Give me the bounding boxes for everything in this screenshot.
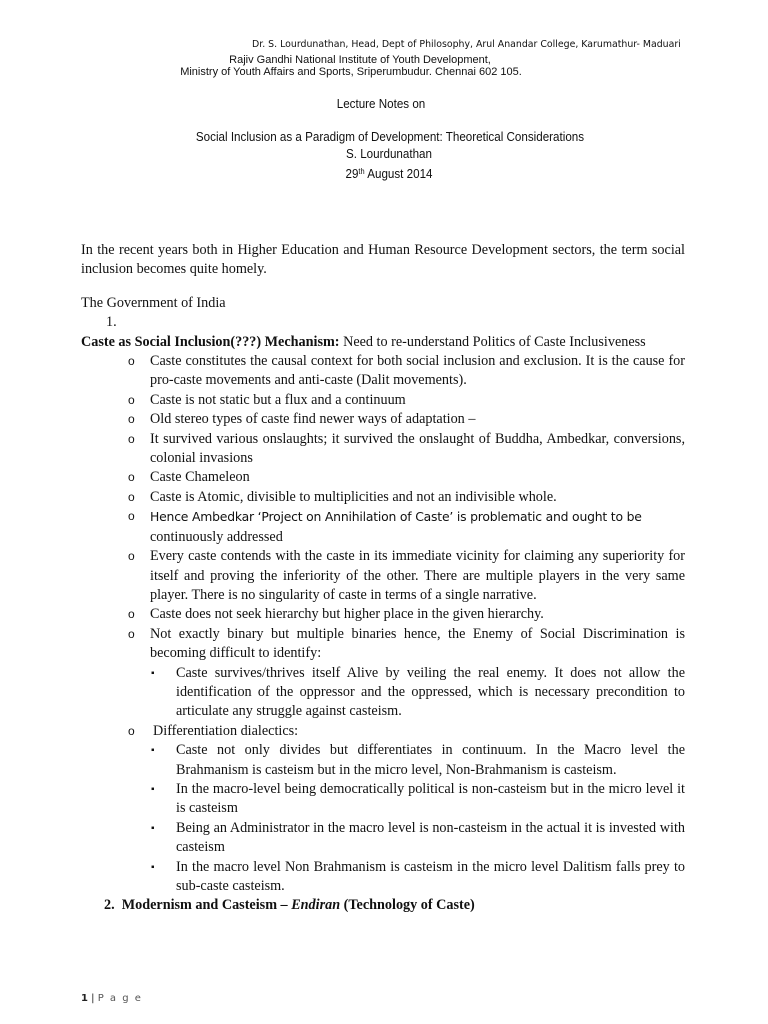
list-item: o Caste constitutes the causal context for both social inclusion and exclusion. It is the cause for pro-caste movements and anti-caste (Dalit movements). [128,353,685,389]
document-title: Social Inclusion as a Paradigm of Development: Theoretical Considerations [195,130,585,144]
list-item: o Old stereo types of caste find newer ways of adaptation – [128,411,476,428]
list-item: o Caste is not static but a flux and a continuum [128,391,406,408]
sub-list-item: ▪ Caste survives/thrives itself Alive by veiling the real enemy. It does not allow the identification of the oppressor and the oppressed, which is necessary precondition to articulate any struggle against casteism. [151,664,685,720]
sub-list-item: ▪ In the macro-level being democratically political is non-casteism but in the micro level it is casteism [151,780,685,817]
list-item: o Hence Ambedkar ‘Project on Annihilation of Caste’ is problematic and ought to be continuously addressed [128,509,642,545]
sub-list-item: ▪ Caste not only divides but differentiates in continuum. In the Macro level the Brahmanism is casteism but in the micro level, Non-Brahmanism is casteism. [151,742,685,778]
institute-line-1: Rajiv Gandhi National Institute of Youth Development, [229,54,491,66]
section-2-heading: 2. Modernism and Casteism – Endiran (Technology of Caste) [104,897,475,914]
list-item: o Caste is Atomic, divisible to multiplicities and not an indivisible whole. [128,488,557,505]
list-item: o Every caste contends with the caste in its immediate vicinity for claiming any superiority for itself and proving the inferiority of the other. There are multiple players in the very same player. There is no singularity of caste in terms of a single narrative. [128,548,685,603]
intro-paragraph: In the recent years both in Higher Education and Human Resource Development sectors, the term social inclusion becomes quite homely. [81,242,685,278]
section-1-list [81,352,685,896]
list-item: o Caste does not seek hierarchy but higher place in the given hierarchy. [128,606,544,623]
sub-list-item: ▪ In the macro level Non Brahmanism is casteism in the micro level Dalitism falls prey to sub-caste casteism. [151,858,685,894]
list-item: o It survived various onslaughts; it survived the onslaught of Buddha, Ambedkar, conversions, colonial invasions [128,430,685,467]
list-item: o Not exactly binary but multiple binaries hence, the Enemy of Social Discrimination is becoming difficult to identify: ▪ Caste survives/thrives itself Alive by veiling the real enemy. It does not allow the identification of the oppressor and the oppressed, which is necessary precondition to articulate any struggle against casteism. [81,625,685,722]
government-line: The Government of India [81,294,226,311]
lecture-notes-label: Lecture Notes on [336,97,426,111]
page-number: 1 [81,993,88,1004]
list-item: o Caste Chameleon [128,469,250,486]
section-1-heading: Caste as Social Inclusion(???) Mechanism: Need to re-understand Politics of Caste Inclusiveness [81,333,646,350]
sub-list-item: ▪ Being an Administrator in the macro level is non-casteism in the actual it is invested with casteism [151,819,685,856]
list-number-1: 1. [106,314,117,331]
sub-list [81,664,685,722]
list-item: o Differentiation dialectics: ▪ Caste not only divides but differentiates in continuum. In the Macro level the Brahmanism is casteism but in the micro level, Non-Brahmanism is casteism. ▪ In the macro-level being democratically political is non-casteism but in the micro level it is casteism ▪ Being an Administrator in the macro level is non-casteism in the actual it is invested with casteism ▪ In the macro level Non Brahmanism is casteism in the micro level Dalitism falls prey to sub-caste casteism. [81,722,685,897]
institute-line-2: Ministry of Youth Affairs and Sports, Sriperumbudur. Chennai 602 105. [180,66,522,78]
page-label: P a g e [97,993,143,1004]
author-affiliation-header: Dr. S. Lourdunathan, Head, Dept of Philosophy, Arul Anandar College, Karumathur- Maduari [252,39,681,50]
document-date: 29th August 2014 [345,167,433,181]
document-author: S. Lourdunathan [346,147,432,161]
page-footer: 1 | P a g e [81,993,143,1004]
document-body [81,241,685,916]
sub-list [81,741,685,896]
